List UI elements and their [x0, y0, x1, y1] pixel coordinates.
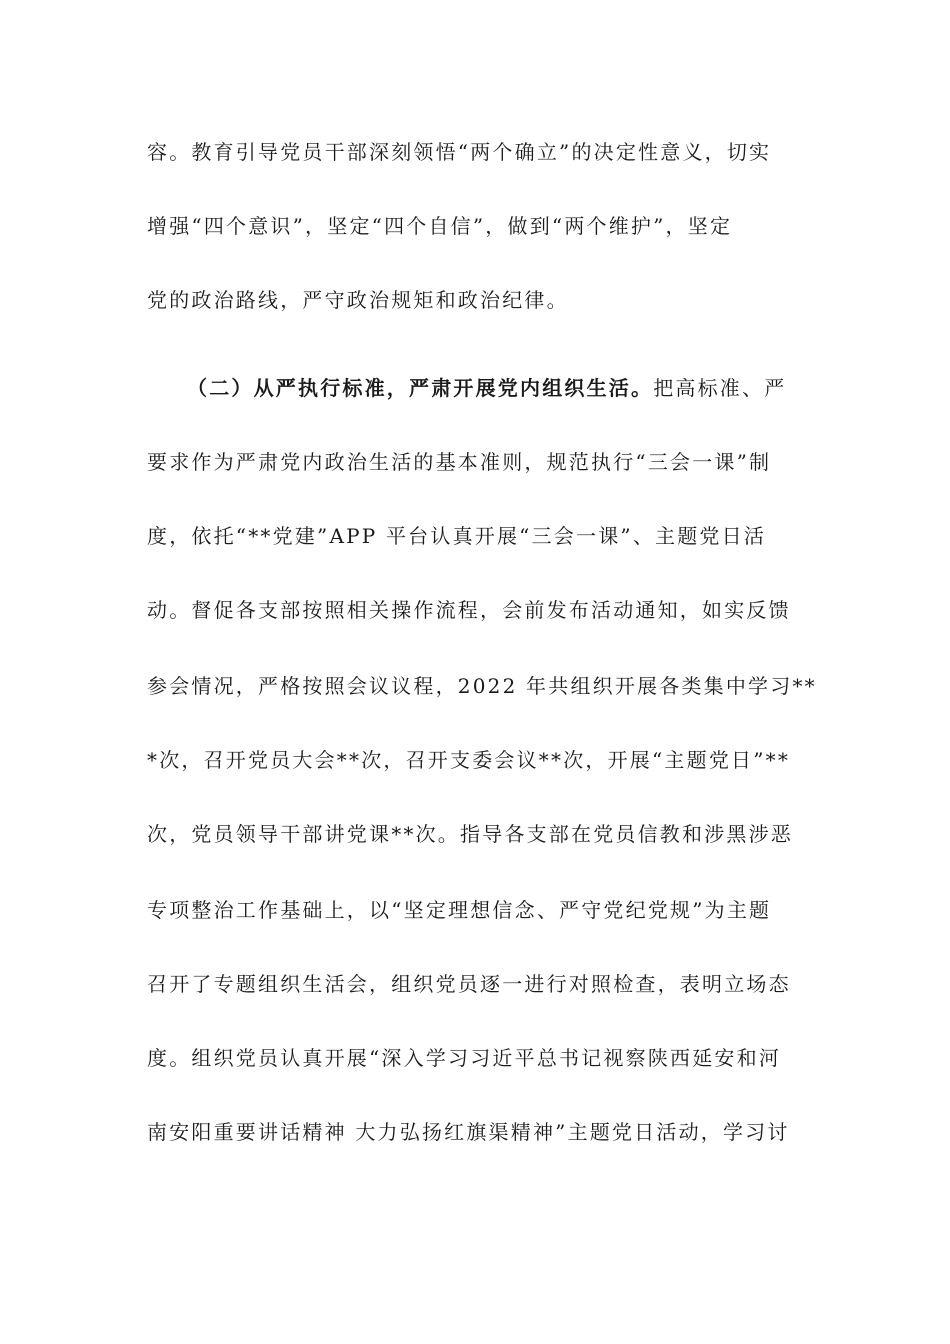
- text-line-11: 专项整治工作基础上，以“坚定理想信念、严守党纪党规”为主题: [147, 898, 772, 922]
- text-line-3: 党的政治路线，严守政治规矩和政治纪律。: [147, 288, 569, 312]
- text-line-9: *次，召开党员大会**次，召开支委会议**次，开展“主题党日”**: [147, 748, 791, 772]
- text-line-6: 度，依托“**党建”APP 平台认真开展“三会一课”、主题党日活: [147, 524, 767, 548]
- text-line-13: 度。组织党员认真开展“深入学习习近平总书记视察陕西延安和河: [147, 1046, 782, 1070]
- text-line-14: 南安阳重要讲话精神 大力弘扬红旗渠精神”主题党日活动，学习讨: [147, 1120, 790, 1144]
- section-heading-line: [187, 376, 843, 400]
- section-heading: （二）从严执行标准，严肃开展党内组织生活。: [187, 376, 654, 400]
- text-line-8: 参会情况，严格按照会议议程，2022 年共组织开展各类集中学习**: [147, 674, 817, 698]
- text-line-12: 召开了专题组织生活会，组织党员逐一进行对照检查，表明立场态: [147, 972, 791, 996]
- text-line-10: 次，党员领导干部讲党课**次。指导各支部在党员信教和涉黑涉恶: [147, 822, 793, 846]
- text-line-2: 增强“四个意识”，坚定“四个自信”，做到“两个维护”，坚定: [147, 214, 733, 238]
- text-line-1: 容。教育引导党员干部深刻领悟“两个确立”的决定性意义，切实: [147, 140, 772, 164]
- text-line-5: 要求作为严肃党内政治生活的基本准则，规范执行“三会一课”制: [147, 450, 772, 474]
- text-line-7: 动。督促各支部按照相关操作流程，会前发布活动通知，如实反馈: [147, 598, 791, 622]
- section-heading-continuation: 把高标准、严: [653, 376, 787, 400]
